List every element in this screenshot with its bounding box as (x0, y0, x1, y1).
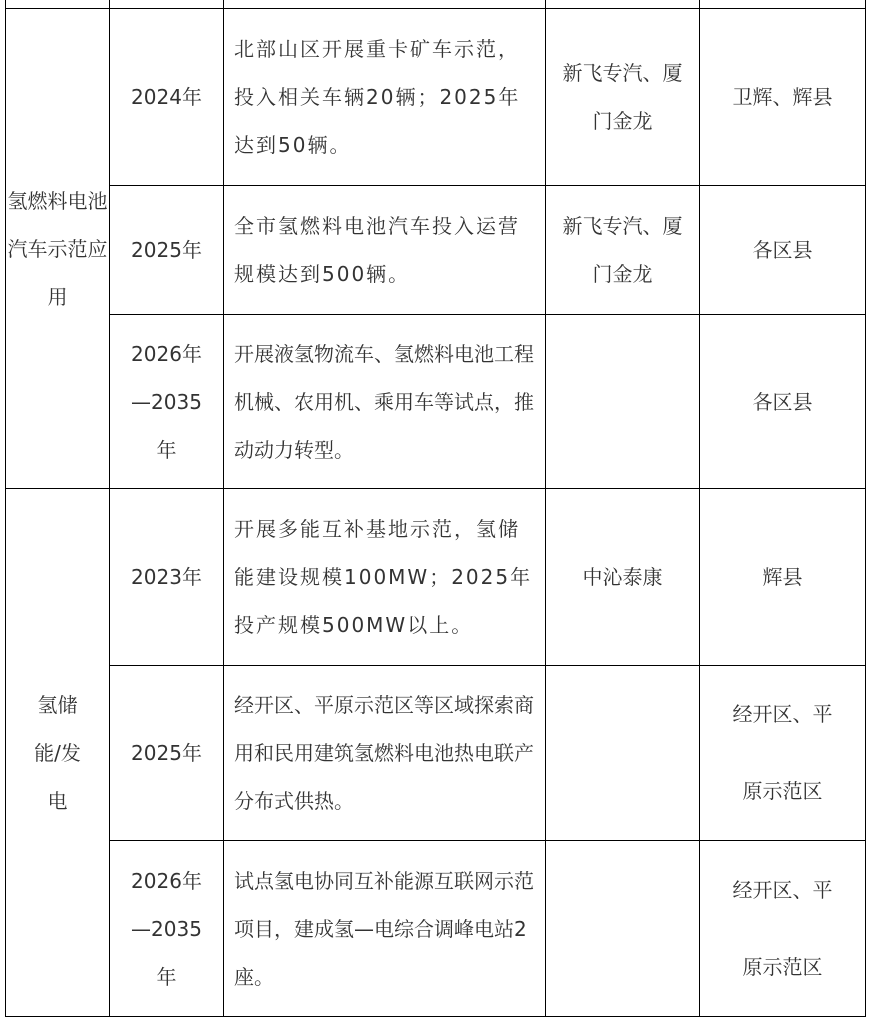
location-text: 各区县 (752, 238, 813, 262)
description-cell (224, 666, 546, 841)
description-cell (224, 186, 546, 315)
description-cell (224, 9, 546, 186)
table-row (6, 186, 866, 315)
year-cell (110, 666, 224, 841)
location-cell (700, 666, 866, 841)
table-cell (546, 0, 700, 9)
enterprises-cell (546, 186, 700, 315)
table-row (6, 489, 866, 666)
location-text: 各区县 (752, 389, 813, 414)
location-cell (700, 186, 866, 315)
category-label: 氢储能/发电 (34, 692, 81, 813)
description-text: 开展液氢物流车、氢燃料电池工程机械、农用机、乘用车等试点，推动动力转型。 (234, 341, 534, 462)
location-cell (700, 9, 866, 186)
description-text: 开展多能互补基地示范，氢储能建设规模100MW；2025年投产规模500MW以上。 (234, 517, 533, 637)
table-row (6, 666, 866, 841)
enterprises-cell (546, 666, 700, 841)
year-label: 2023年 (131, 565, 202, 589)
category-label: 氢燃料电池汽车示范应用 (7, 188, 108, 309)
year-cell (110, 315, 224, 489)
description-cell (224, 489, 546, 666)
location-text: 经开区、平原示范区 (732, 702, 833, 803)
table-row (6, 841, 866, 1017)
location-cell (700, 489, 866, 666)
description-text: 试点氢电协同互补能源互联网示范项目，建成氢—电综合调峰电站2座。 (234, 868, 534, 989)
location-cell (700, 315, 866, 489)
table-cell (224, 0, 546, 9)
year-cell (110, 186, 224, 315)
year-label: 2026年—2035年 (131, 341, 202, 462)
table-row (6, 9, 866, 186)
description-cell (224, 841, 546, 1017)
enterprises-text: 中沁泰康 (582, 565, 663, 589)
location-text: 卫辉、辉县 (732, 85, 833, 109)
table-cell (110, 0, 224, 9)
enterprises-cell (546, 315, 700, 489)
year-label: 2025年 (131, 741, 202, 765)
location-cell (700, 841, 866, 1017)
description-text: 经开区、平原示范区等区域探索商用和民用建筑氢燃料电池热电联产分布式供热。 (234, 693, 534, 813)
table-cell (700, 0, 866, 9)
enterprises-text: 新飞专汽、厦门金龙 (562, 61, 683, 133)
location-text: 辉县 (762, 565, 803, 589)
description-cell (224, 315, 546, 489)
table-cell (6, 0, 110, 9)
description-text: 全市氢燃料电池汽车投入运营规模达到500辆。 (234, 214, 520, 286)
enterprises-text: 新飞专汽、厦门金龙 (562, 214, 683, 286)
year-label: 2025年 (131, 238, 202, 262)
category-cell (6, 9, 110, 489)
description-text: 北部山区开展重卡矿车示范，投入相关车辆20辆；2025年达到50辆。 (234, 37, 521, 157)
year-cell (110, 9, 224, 186)
year-cell (110, 841, 224, 1017)
hydrogen-plan-table (5, 0, 866, 1017)
enterprises-cell (546, 489, 700, 666)
year-label: 2024年 (131, 85, 202, 109)
year-label: 2026年—2035年 (131, 868, 202, 989)
year-cell (110, 489, 224, 666)
table-row (6, 0, 866, 9)
category-cell (6, 489, 110, 1017)
table-row (6, 315, 866, 489)
enterprises-cell (546, 841, 700, 1017)
enterprises-cell (546, 9, 700, 186)
location-text: 经开区、平原示范区 (732, 877, 833, 979)
